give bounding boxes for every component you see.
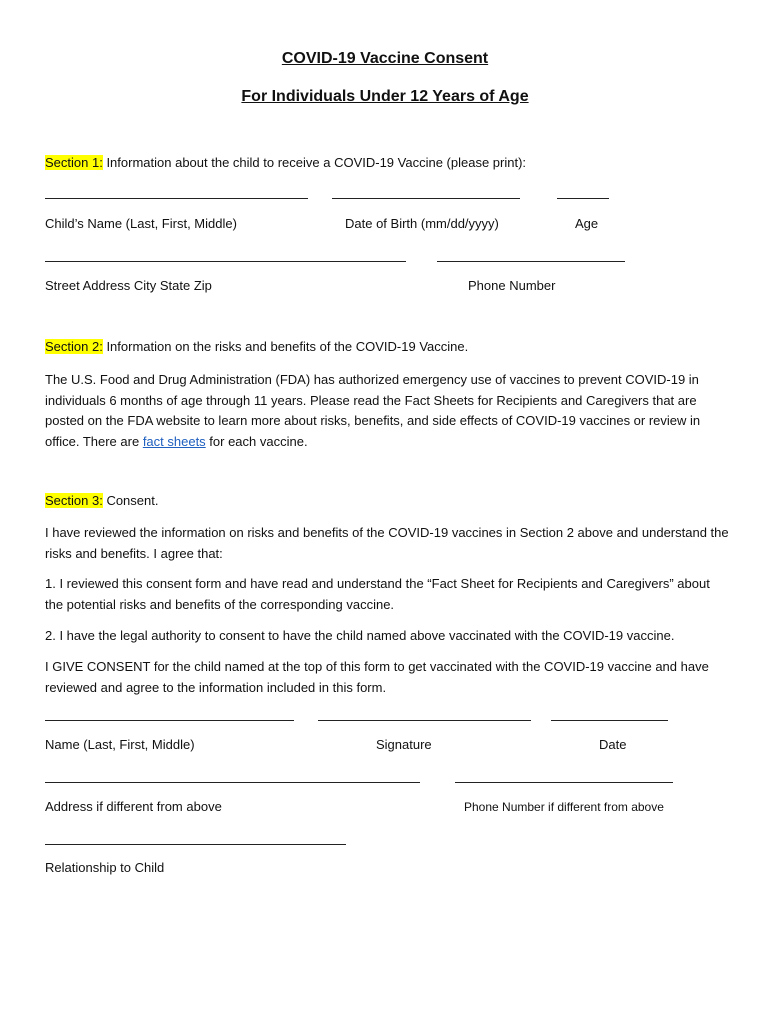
date-field[interactable] — [551, 720, 668, 721]
signer-name-label: Name (Last, First, Middle) — [45, 737, 195, 752]
section3-header — [45, 493, 158, 508]
form-title: COVID-19 Vaccine Consent — [281, 50, 489, 67]
signature-field[interactable] — [318, 720, 531, 721]
street-address-label: Street Address City State Zip — [45, 278, 212, 293]
signature-label: Signature — [376, 737, 432, 752]
section1-text: Information about the child to receive a COVID-19 Vaccine (please print): — [102, 155, 527, 170]
phone-number-label: Phone Number — [468, 278, 556, 293]
section3-text: Consent. — [102, 493, 159, 508]
dob-label: Date of Birth (mm/dd/yyyy) — [345, 216, 499, 231]
date-label: Date — [599, 737, 627, 752]
alt-phone-label: Phone Number if different from above — [464, 800, 664, 814]
section3-heading: Section 3: — [45, 493, 103, 508]
child-name-field[interactable] — [45, 198, 308, 199]
section3-paragraph: I have reviewed the information on risks and benefits of the COVID-19 vaccines in Section 2 above and understand the risks and benefits. I agree that: — [45, 525, 729, 561]
relationship-label: Relationship to Child — [45, 860, 165, 875]
agreement-item-1: 1. I reviewed this consent form and have read and understand the “Fact Sheet for Recipients and Caregivers” about the potential risks and benefits of the corresponding vaccine. — [45, 576, 710, 612]
street-address-field[interactable] — [45, 261, 406, 262]
section2-header — [45, 339, 468, 354]
alt-address-label: Address if different from above — [45, 799, 222, 814]
relationship-field[interactable] — [45, 844, 346, 845]
fact-sheets-link[interactable]: fact sheets — [142, 433, 206, 449]
phone-number-field[interactable] — [437, 261, 625, 262]
form-subtitle: For Individuals Under 12 Years of Age — [241, 88, 529, 105]
section2-paragraph — [45, 370, 730, 452]
consent-statement: I GIVE CONSENT for the child named at the top of this form to get vaccinated with the COVID-19 vaccine and have reviewed and agree to the information included in this form. — [45, 659, 709, 695]
section2-paragraph-text: The U.S. Food and Drug Administration (FDA) has authorized emergency use of vaccines to prevent COVID-19 in individuals 6 months of age through 11 years. Please read the Fact Sheets for Recipients and Caregivers that are posted on the FDA website to learn more about risks, benefits, and side effects of COVID-19 vaccines or review in office. There are — [45, 372, 701, 449]
section2-text: Information on the risks and benefits of the COVID-19 Vaccine. — [102, 339, 469, 354]
section2-paragraph-end: for each vaccine. — [205, 433, 308, 449]
agreement-item-2: 2. I have the legal authority to consent to have the child named above vaccinated with the COVID-19 vaccine. — [45, 628, 675, 643]
signer-name-field[interactable] — [45, 720, 294, 721]
alt-address-field[interactable] — [45, 782, 420, 783]
age-label: Age — [575, 216, 599, 231]
section2-heading: Section 2: — [45, 339, 103, 354]
child-name-label: Child’s Name (Last, First, Middle) — [45, 216, 237, 231]
section1-heading: Section 1: — [45, 155, 103, 170]
age-field[interactable] — [557, 198, 609, 199]
dob-field[interactable] — [332, 198, 520, 199]
section1-header — [45, 155, 526, 170]
alt-phone-field[interactable] — [455, 782, 673, 783]
